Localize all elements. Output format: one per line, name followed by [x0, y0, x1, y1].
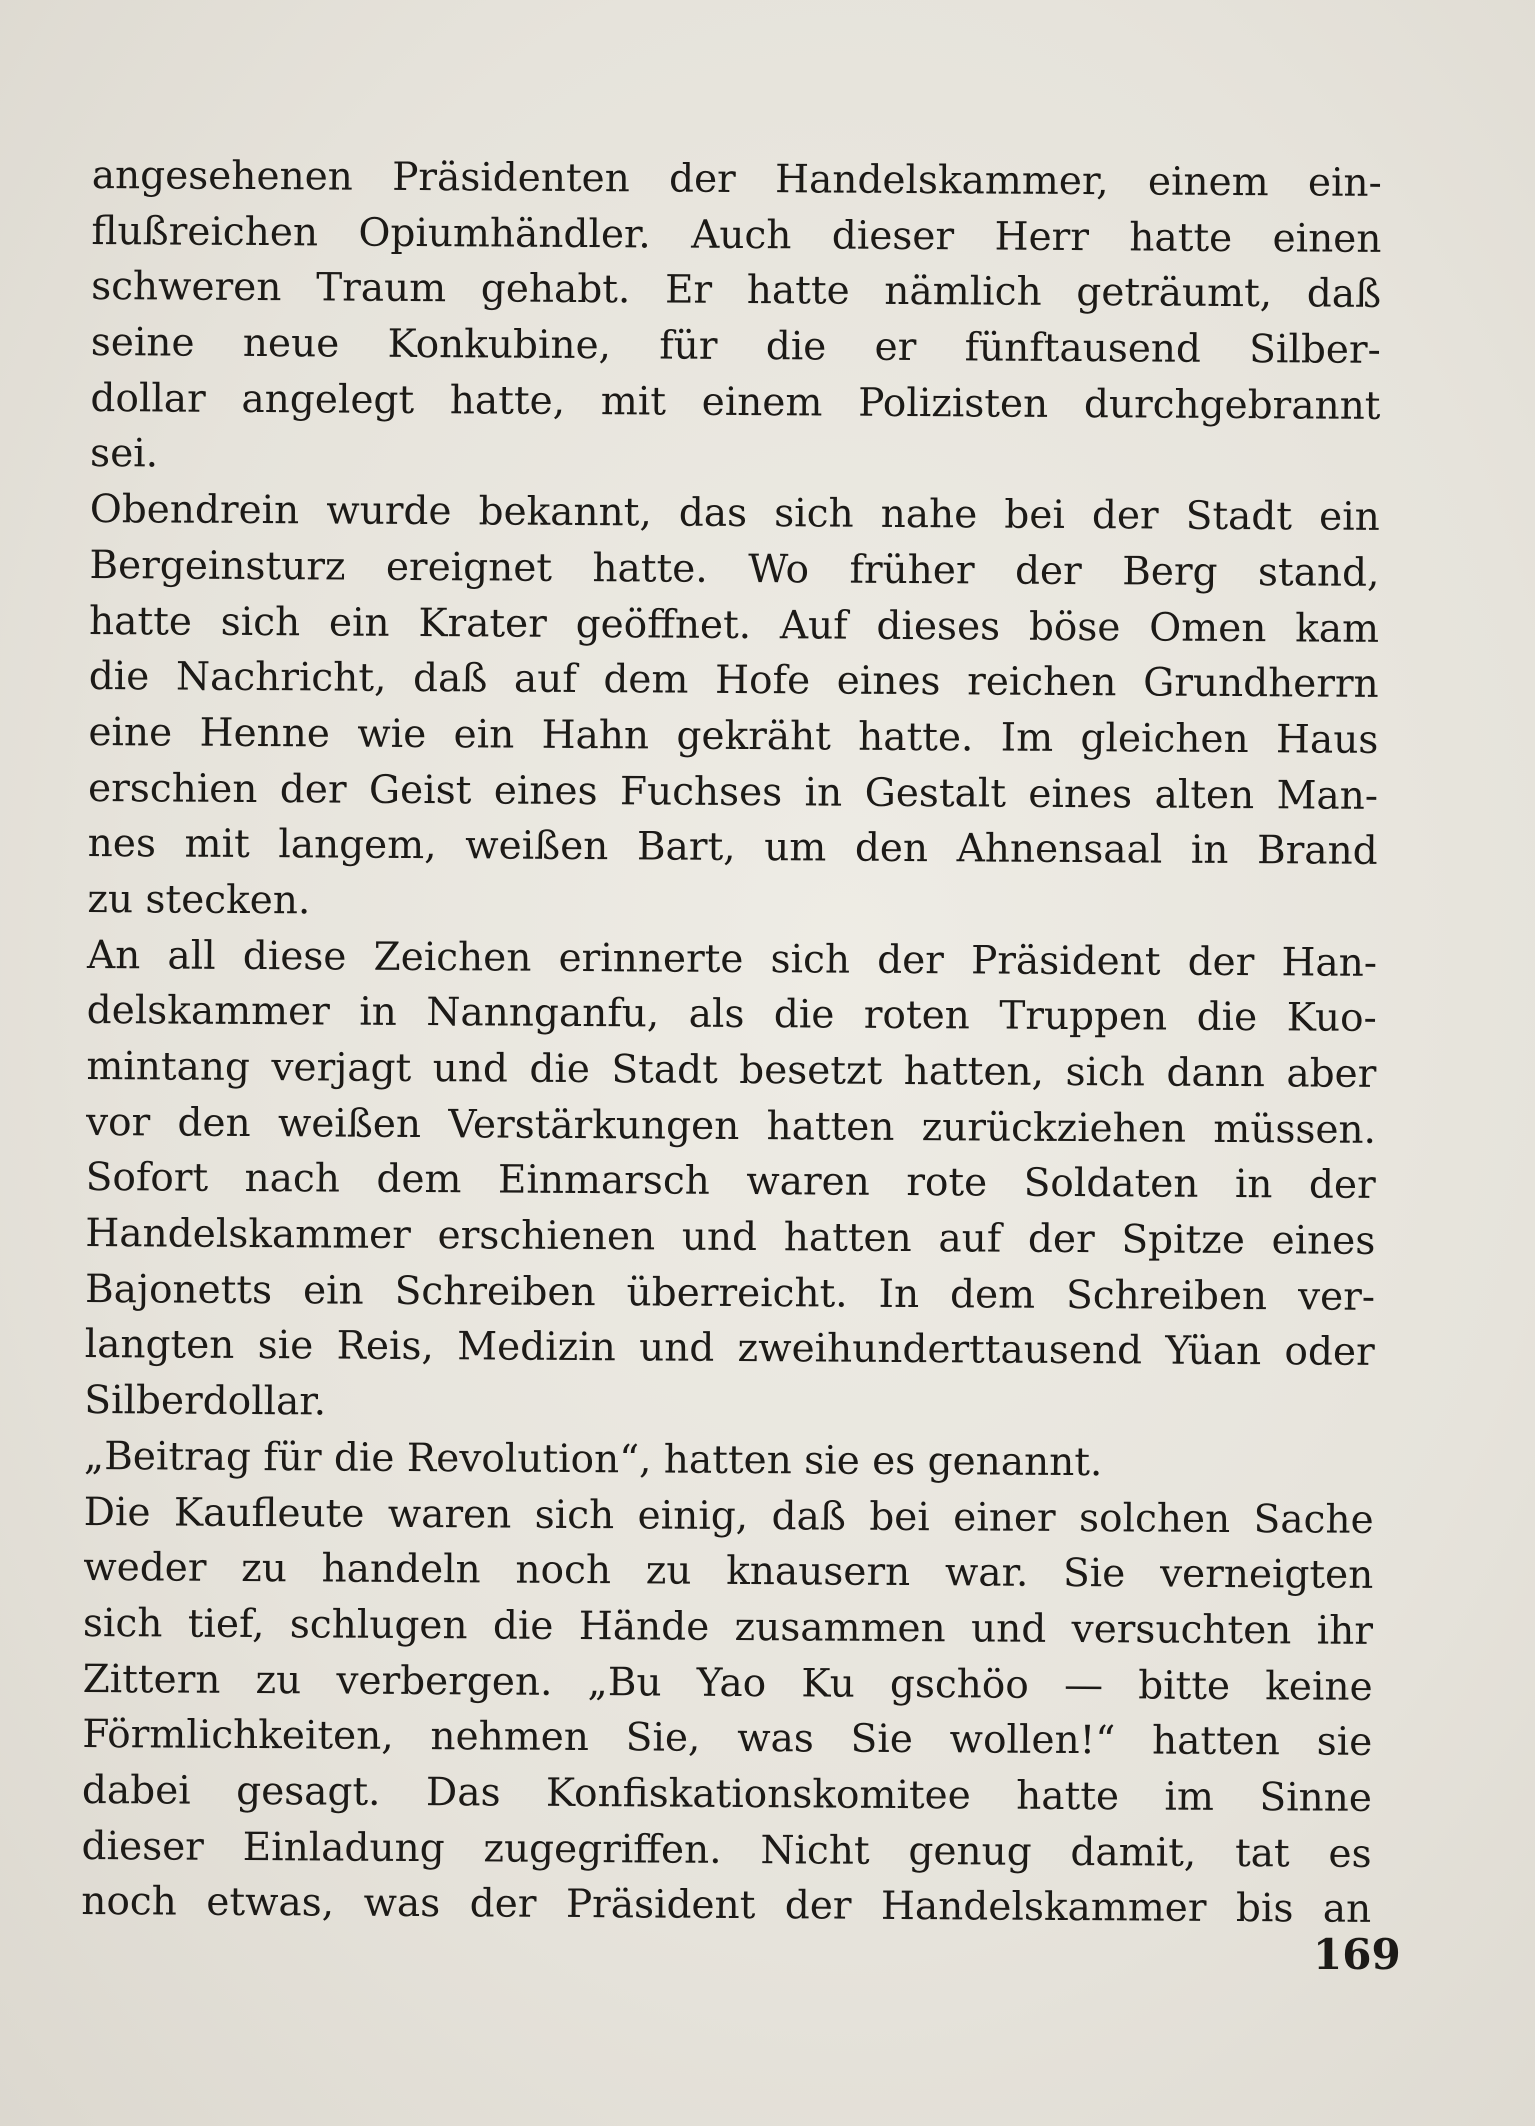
text-line: „Beitrag für die Revolution“, hatten sie es genannt. [83, 1433, 1103, 1486]
text-line: weder zu handeln noch zu knausern war. Sie verneigten [83, 1545, 1374, 1599]
text-line: An all diese Zeichen erinnerte sich der Präsident der Han- [86, 932, 1378, 986]
text-line: dieser Einladung zugegriffen. Nicht genug damit, tat es [81, 1823, 1372, 1877]
text-line: dabei gesagt. Das Konfiskationskomitee hatte im Sinne [81, 1767, 1373, 1821]
text-line: Silberdollar. [84, 1378, 327, 1425]
text-line: seine neue Konkubine, für die er fünftausend Silber- [90, 320, 1381, 373]
text-line: Zittern zu verbergen. „Bu Yao Ku gschöo — bitte keine [82, 1656, 1373, 1710]
text-line: dollar angelegt hatte, mit einem Polizisten durchgebrannt [90, 375, 1381, 429]
text-line: eine Henne wie ein Hahn gekräht hatte. Im gleichen Haus [88, 709, 1379, 763]
text-line: zu stecken. [87, 876, 311, 924]
text-line: schweren Traum gehabt. Er hatte nämlich geträumt, daß [91, 264, 1382, 318]
text-line: die Nachricht, daß auf dem Hofe eines reichen Grundherrn [88, 654, 1379, 708]
page-number: 169 [1313, 1930, 1401, 1979]
text-line: Bergeinsturz ereignet hatte. Wo früher der Berg stand, [89, 542, 1380, 596]
text-line: angesehenen Präsidenten der Handelskammer, einem ein- [91, 152, 1382, 206]
body-text [81, 148, 1382, 1938]
text-line: erschien der Geist eines Fuchses in Gestalt eines alten Man- [87, 765, 1379, 819]
text-line: sei. [89, 431, 159, 477]
text-line: delskammer in Nannganfu, als die roten Truppen die Kuo- [86, 988, 1377, 1042]
text-line: vor den weißen Verstärkungen hatten zurückziehen müssen. [85, 1099, 1377, 1153]
text-line: Förmlichkeiten, nehmen Sie, was Sie wollen!“ hatten sie [82, 1712, 1373, 1766]
text-line: langten sie Reis, Medizin und zweihunderttausend Yüan oder [84, 1322, 1375, 1376]
text-line: nes mit langem, weißen Bart, um den Ahnensaal in Brand [87, 821, 1378, 875]
text-line: Sofort nach dem Einmarsch waren rote Soldaten in der [85, 1155, 1376, 1209]
text-line: mintang verjagt und die Stadt besetzt hatten, sich dann aber [86, 1043, 1377, 1097]
text-line: Bajonetts ein Schreiben überreicht. In dem Schreiben ver- [84, 1266, 1376, 1320]
text-line: flußreichen Opiumhändler. Auch dieser Herr hatte einen [91, 208, 1382, 262]
text-line: Die Kaufleute waren sich einig, daß bei einer solchen Sache [83, 1489, 1374, 1543]
text-line: noch etwas, was der Präsident der Handelskammer bis an [81, 1879, 1372, 1933]
text-line: Handelskammer erschienen und hatten auf der Spitze eines [85, 1211, 1376, 1264]
text-line: Obendrein wurde bekannt, das sich nahe bei der Stadt ein [89, 487, 1380, 540]
text-line: hatte sich ein Krater geöffnet. Auf dieses böse Omen kam [88, 598, 1380, 652]
text-line: sich tief, schlugen die Hände zusammen und versuchten ihr [82, 1600, 1374, 1654]
